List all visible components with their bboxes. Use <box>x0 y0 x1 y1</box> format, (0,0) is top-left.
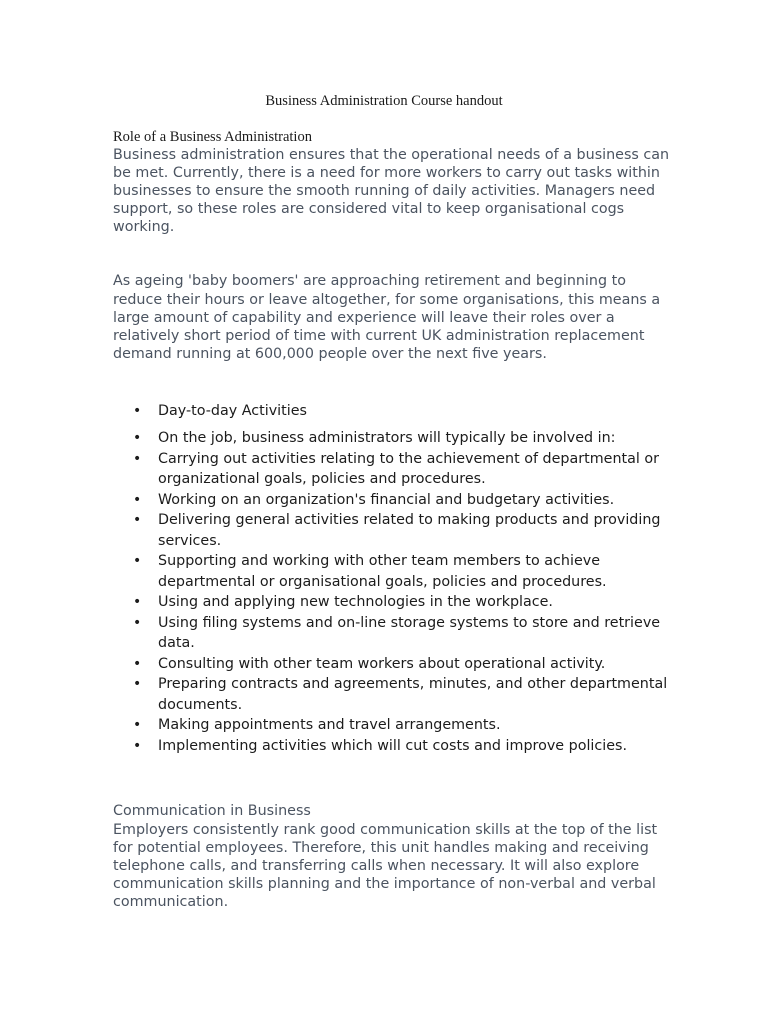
list-item-text: Preparing contracts and agreements, minutes, and other departmental documents. <box>158 676 668 713</box>
list-item <box>113 674 673 715</box>
list-item <box>113 551 673 592</box>
list-item <box>113 736 673 757</box>
list-item <box>113 654 673 675</box>
communication-heading: Communication in Business <box>113 803 311 820</box>
list-item <box>113 490 673 511</box>
bullet-icon: • <box>133 491 142 508</box>
bullet-icon: • <box>133 737 142 754</box>
list-item-text: Supporting and working with other team members to achieve departmental or organisational goals, policies and procedures. <box>158 553 607 590</box>
list-item-text: Using and applying new technologies in the workplace. <box>158 594 553 611</box>
list-item <box>113 592 673 613</box>
bullet-icon: • <box>133 614 142 631</box>
list-item <box>113 510 673 551</box>
bullet-icon: • <box>133 553 142 570</box>
list-item-text: On the job, business administrators will typically be involved in: <box>158 430 616 447</box>
list-item-text: Using filing systems and on-line storage systems to store and retrieve data. <box>158 614 661 652</box>
list-item-text: Making appointments and travel arrangements. <box>158 717 501 734</box>
list-item-text: Working on an organization's financial and budgetary activities. <box>158 491 615 508</box>
bullet-icon: • <box>133 594 142 611</box>
activities-list <box>113 401 673 757</box>
list-item-text: Delivering general activities related to making products and providing services. <box>158 512 661 549</box>
bullet-icon: • <box>133 430 142 447</box>
bullet-icon: • <box>133 655 142 672</box>
bullet-icon: • <box>133 717 142 734</box>
bullet-icon: • <box>133 512 142 529</box>
list-item <box>113 401 673 422</box>
document-title: Business Administration Course handout <box>265 93 503 109</box>
role-heading: Role of a Business Administration <box>113 129 312 145</box>
list-item-text: Carrying out activities relating to the achievement of departmental or organizational goals, policies and procedures. <box>158 450 660 488</box>
document-body <box>113 128 673 911</box>
list-item-text: Day-to-day Activities <box>158 402 307 419</box>
list-item <box>113 613 673 654</box>
communication-paragraph: Employers consistently rank good communication skills at the top of the list for potential employees. Therefore, this unit handles making and receiving telephone calls, and transferring calls when necessary. It will also explore communication skills planning and the importance of non-verbal and verbal communication. <box>113 821 658 910</box>
bullet-icon: • <box>133 450 142 467</box>
list-item <box>113 449 673 490</box>
list-item-text: Consulting with other team workers about operational activity. <box>158 655 606 672</box>
list-item <box>113 715 673 736</box>
list-item <box>113 428 673 449</box>
bullet-icon: • <box>133 402 142 419</box>
list-item-text: Implementing activities which will cut costs and improve policies. <box>158 737 628 754</box>
ageing-paragraph: As ageing 'baby boomers' are approaching retirement and beginning to reduce their hours or leave altogether, for some organisations, this means a large amount of capability and experience will leave their roles over a relatively short period of time with current UK administration replacement demand running at 600,000 people over the next five years. <box>113 273 661 362</box>
role-paragraph: Business administration ensures that the operational needs of a business can be met. Currently, there is a need for more workers to carry out tasks within businesses to ensure the smooth running of daily activities. Managers need support, so these roles are considered vital to keep organisational cogs working. <box>113 147 670 236</box>
bullet-icon: • <box>133 676 142 693</box>
